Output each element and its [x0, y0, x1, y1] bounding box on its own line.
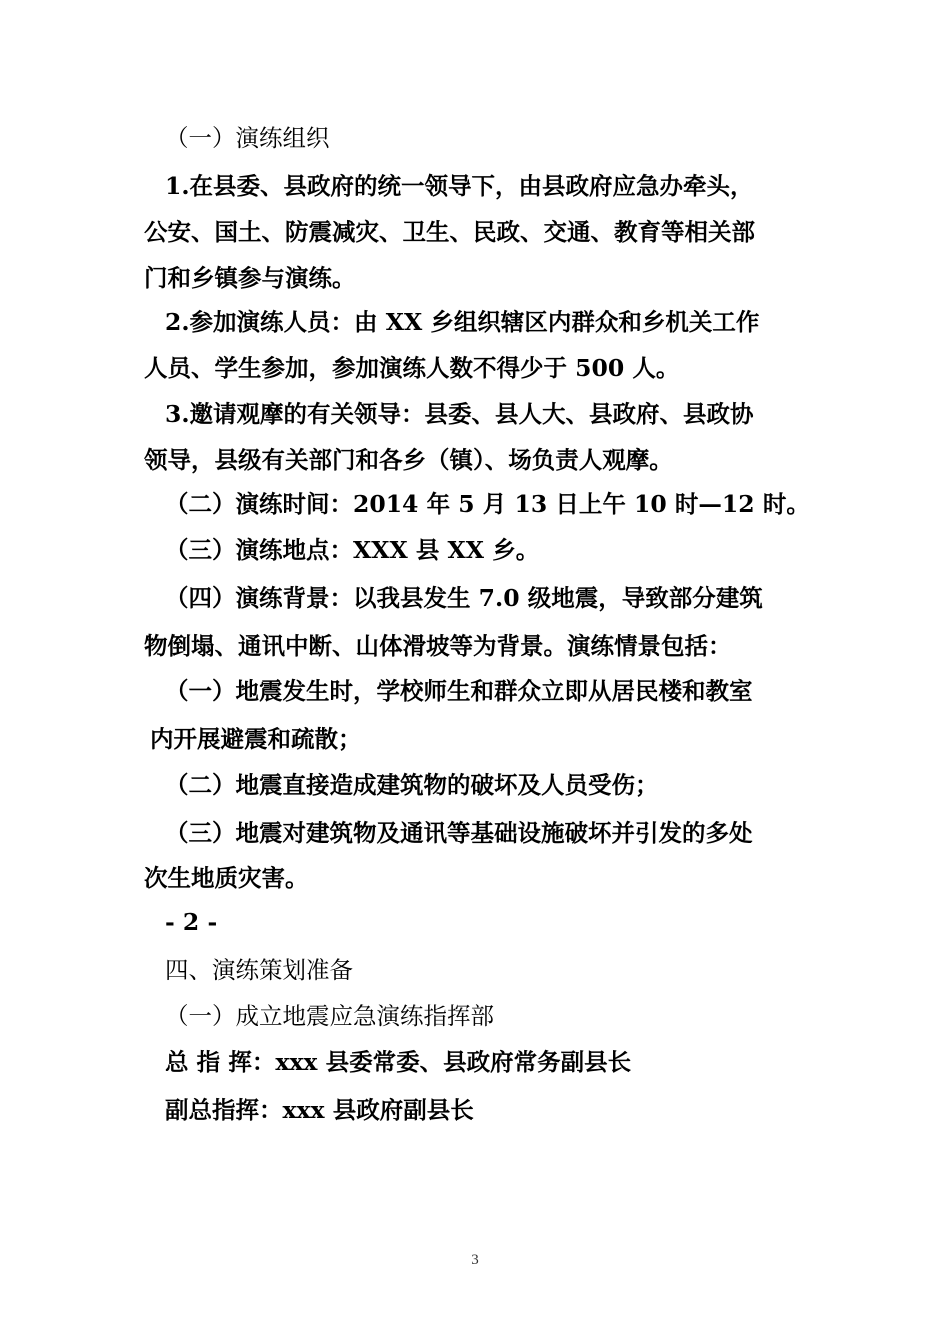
paragraph-line: 门和乡镇参与演练。 [144, 264, 356, 292]
page-number: 3 [471, 1252, 479, 1268]
paragraph-line: 次生地质灾害。 [144, 864, 309, 892]
paragraph-line: 内开展避震和疏散； [150, 725, 362, 753]
scenario-item: （三）地震对建筑物及通讯等基础设施破坏并引发的多处 [165, 819, 753, 847]
section-heading-command: （一）成立地震应急演练指挥部 [165, 1002, 494, 1030]
section-heading-background: （四）演练背景：以我县发生 7.0 级地震，导致部分建筑 [165, 584, 763, 612]
section-heading-location: （三）演练地点：XXX 县 XX 乡。 [165, 536, 540, 564]
paragraph-line: 人员、学生参加，参加演练人数不得少于 500 人。 [144, 354, 680, 382]
paragraph-line: 2.参加演练人员：由 XX 乡组织辖区内群众和乡机关工作 [165, 308, 760, 336]
paragraph-line: 公安、国土、防震减灾、卫生、民政、交通、教育等相关部 [144, 218, 755, 246]
section-heading-time: （二）演练时间：2014 年 5 月 13 日上午 10 时—12 时。 [165, 490, 810, 518]
paragraph-line: 3.邀请观摩的有关领导：县委、县人大、县政府、县政协 [165, 400, 754, 428]
scenario-item: （一）地震发生时，学校师生和群众立即从居民楼和教室 [165, 677, 753, 705]
paragraph-line: 1.在县委、县政府的统一领导下，由县政府应急办牵头， [165, 172, 754, 200]
deputy-commander-line: 副总指挥：xxx 县政府副县长 [165, 1096, 474, 1124]
paragraph-line: 物倒塌、通讯中断、山体滑坡等为背景。演练情景包括： [144, 632, 732, 660]
section-heading-planning: 四、演练策划准备 [165, 956, 353, 984]
scenario-item: （二）地震直接造成建筑物的破坏及人员受伤； [165, 771, 659, 799]
section-heading-organization: （一）演练组织 [165, 124, 330, 152]
commander-line: 总 指 挥：xxx 县委常委、县政府常务副县长 [165, 1048, 632, 1076]
paragraph-line: 领导，县级有关部门和各乡（镇）、场负责人观摩。 [144, 446, 673, 474]
inline-page-marker: - 2 - [165, 908, 218, 936]
